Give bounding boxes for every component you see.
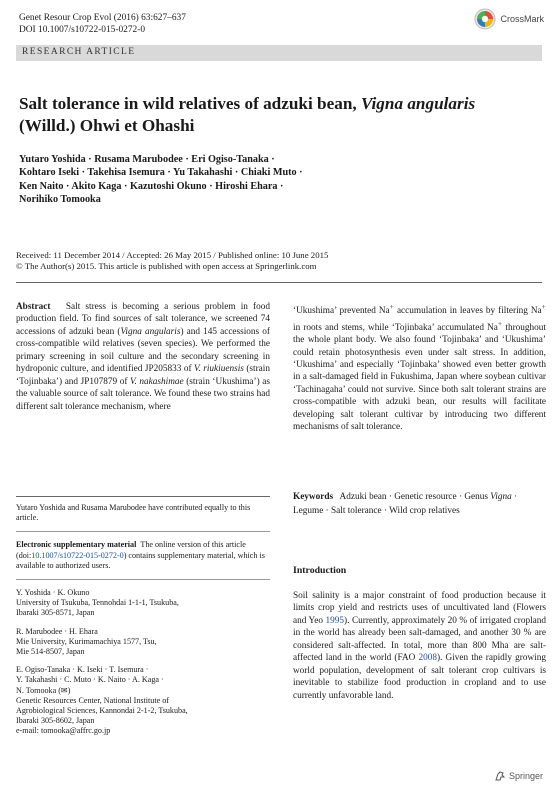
section-label: RESEARCH ARTICLE (22, 47, 136, 57)
esm-note: Electronic supplementary material The online version of this article (doi:10.1007/s10722-015-0272-0) contains supplementary material, which is available to authorized users. (16, 540, 265, 570)
crossmark-label: CrossMark (500, 14, 544, 24)
crossmark-badge[interactable] (474, 8, 544, 30)
author-line: Kohtaro Iseki · Takehisa Isemura · Yu Takahashi · Chiaki Muto · (19, 167, 303, 179)
dates-line: Received: 11 December 2014 / Accepted: 26 May 2015 / Published online: 10 June 2015 (16, 250, 329, 260)
citation-link[interactable]: 1995 (325, 615, 345, 626)
publisher-logo (494, 770, 543, 782)
abstract-column-right: ‘Ukushima’ prevented Na+ accumulation in leaves by filtering Na+ in roots and stems, while ‘Tojinbaka’ accumulated Na+ throughout the whole plant body. We also found ‘Tojinbaka’ and ‘Ukushima’ could retain photosynthesis even under salt stress. In addition, ‘Ukushima’ and especially ‘Tojinbaka’ showed even better growth in a salt-damaged field in Fukushima, Japan where soybean cultivar ‘Tachinagaha’ could not survive. Since both salt tolerant strains are cross-compatible with adzuki bean, our results will facilitate developing salt tolerant cultivar by introducing two different mechanisms of salt tolerance. (293, 302, 546, 433)
affiliation-3: E. Ogiso-Tanaka · K. Iseki · T. Isemura · Y. Takahashi · C. Muto · K. Naito · A. Kaga · N. Tomooka (✉) Genetic Resources Center, National Institute of Agrobiological Sciences, Kannondai 2-1-2, Tsukuba, Ibaraki 305-8602, Japan e-mail: tomooka@affrc.go.jp (16, 665, 270, 736)
springer-horse-icon (494, 770, 506, 782)
esm-doi-link[interactable]: 10.1007/s10722-015-0272-0 (31, 550, 124, 560)
email-link[interactable]: tomooka@affrc.go.jp (40, 726, 111, 736)
doi-line: DOI 10.1007/s10722-015-0272-0 (19, 25, 146, 35)
divider (16, 531, 270, 532)
author-list (19, 153, 369, 207)
footnotes (16, 503, 270, 745)
affiliation-2: R. Marubodee · H. Ehara Mie University, Kurimamachiya 1577, Tsu, Mie 514-8507, Japan (16, 626, 157, 657)
introduction-text: Soil salinity is a major constraint of food production because it limits crop yield and restricts uses of uncultivated land (Flowers and Yeo 1995). Currently, approximately 20 % of irrigated cropland in the world has already been salt-damaged, and another 30 % are considered salt-affected. In total, more than 800 Mha are salt-affected land in the world (FAO 2008). Given the rapidly growing world population, development of salt tolerant crop cultivars is inevitable to stabilize food production in cropland and to use currently unfavorable land. (293, 591, 547, 701)
email-line: e-mail: tomooka@affrc.go.jp (16, 726, 111, 736)
crossmark-icon (474, 8, 496, 30)
section-band (16, 45, 542, 61)
divider (16, 579, 270, 580)
author-line: Ken Naito · Akito Kaga · Kazutoshi Okuno · Hiroshi Ehara · (19, 180, 284, 192)
author-line: Norihiko Tomooka (19, 194, 101, 206)
publication-dates (16, 250, 396, 272)
contribution-note: Yutaro Yoshida and Rusama Marubodee have contributed equally to this article. (16, 503, 251, 523)
affiliation-1: Y. Yoshida · K. Okuno University of Tsukuba, Tennohdai 1-1-1, Tsukuba, Ibaraki 305-8571, Japan (16, 588, 179, 618)
license-line: © The Author(s) 2015. This article is published with open access at Springerlink.com (16, 261, 317, 271)
journal-citation: Genet Resour Crop Evol (2016) 63:627–637 (19, 13, 186, 23)
divider (16, 282, 542, 283)
author-line: Yutaro Yoshida · Rusama Marubodee · Eri Ogiso-Tanaka · (19, 154, 275, 165)
article-title: Salt tolerance in wild relatives of adzuki bean, Vigna angularis (Willd.) Ohwi et Ohashi (19, 94, 476, 135)
abstract-label: Abstract (16, 302, 51, 312)
journal-header (19, 12, 186, 36)
keywords-label: Keywords (293, 492, 334, 502)
abstract-column-left: Abstract Salt stress is becoming a serious problem in food production field. To find sources of salt tolerance, we screened 74 accessions of adzuki bean (Vigna angularis) and 145 accessions of cross-compatible wild relatives (seven species). We performed the primary screening in soil culture and the secondary screening in hydroponic culture, and identified JP205833 of V. riukiuensis (strain ‘Tojinbaka’) and JP107879 of V. nakashimae (strain ‘Ukushima’) as the valuable source of salt tolerance. We found these two strains had different salt tolerance mechanism, where (16, 302, 270, 412)
section-heading: Introduction (293, 565, 347, 576)
keywords: Keywords Adzuki bean · Genetic resource · Genus Vigna · Legume · Salt tolerance · Wild crop relatives (293, 492, 518, 516)
divider (16, 496, 270, 497)
citation-link[interactable]: 2008 (418, 653, 437, 664)
publisher-name: Springer (508, 771, 543, 781)
